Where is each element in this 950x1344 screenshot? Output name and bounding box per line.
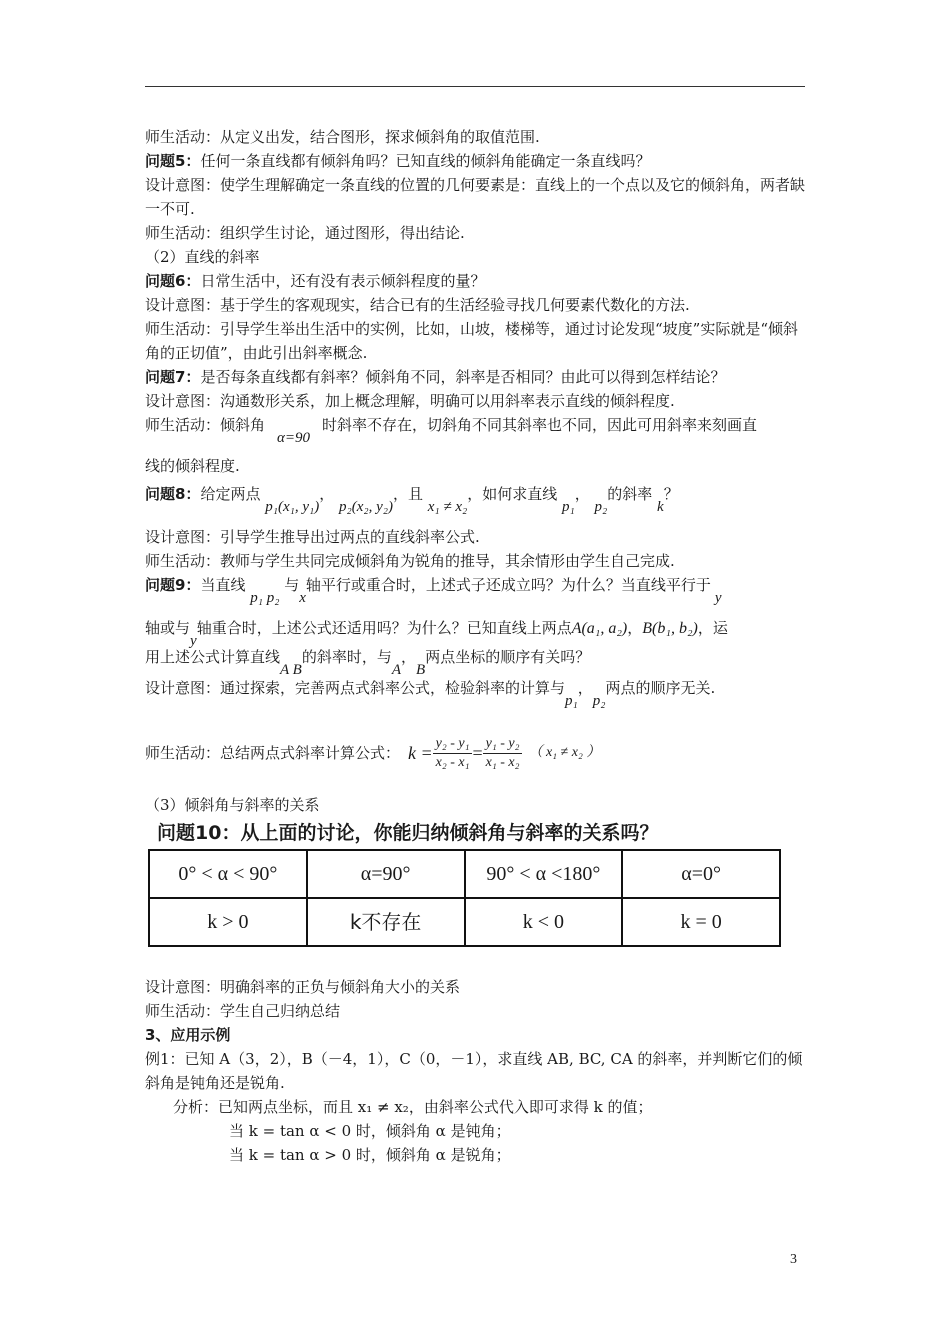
math-point: p₁(x₁, y₁) (265, 499, 320, 515)
text-span: 师生活动：总结两点式斜率计算公式： (145, 744, 401, 762)
text-span: ，如何求直线 (467, 485, 558, 503)
text-span: ， (577, 679, 593, 697)
text-span: ， (574, 485, 590, 503)
math-point: p₂ (594, 499, 608, 515)
text-span: 两点坐标的顺序有关吗？ (425, 648, 591, 666)
text-line: 师生活动：从定义出发，结合图形，探求倾斜角的取值范围. (145, 128, 540, 146)
text-span: 两点的顺序无关. (605, 679, 716, 697)
question-label: 问题7： (145, 368, 201, 386)
question-label: 问题8： (145, 485, 201, 503)
question-text: 任何一条直线都有倾斜角吗？已知直线的倾斜角能确定一条直线吗？ (200, 152, 651, 170)
math-point: p₂ (592, 693, 606, 709)
text-span: ，运 (697, 619, 728, 637)
slope-formula-line (145, 731, 807, 775)
question-label: 问题9： (145, 576, 201, 594)
text-line: 师生活动：引导学生举出生活中的实例，比如，山坡，楼梯等，通过讨论发现“坡度”实际就是“倾斜角的正切值”，由此引出斜率概念. (145, 320, 799, 362)
text-span: ， (319, 485, 335, 503)
table-cell: k不存在 (307, 898, 465, 946)
question-text: 日常生活中，还有没有表示倾斜程度的量？ (200, 272, 486, 290)
text-line: 设计意图：使学生理解确定一条直线的位置的几何要素是：直线上的一个点以及它的倾斜角，两者缺一不可. (145, 176, 806, 218)
table-row (149, 850, 780, 898)
question-text: 是否每条直线都有斜率？倾斜角不同，斜率是否相同？由此可以得到怎样结论？ (200, 368, 726, 386)
math-expression: α=90 (277, 430, 311, 446)
example-1: 例1：已知 A（3，2），B（－4，1），C（0，－1），求直线 AB, BC, CA 的斜率，并判断它们的倾斜角是钝角还是锐角. (145, 1050, 803, 1092)
math-point: p₁ (565, 693, 578, 709)
table-row (149, 898, 780, 946)
text-line (145, 413, 807, 446)
text-line: 师生活动：教师与学生共同完成倾斜角为锐角的推导，其余情形由学生自己完成. (145, 552, 675, 570)
math-point: p₁ (562, 499, 575, 515)
fraction-denominator: x₁ - x₂ (485, 754, 520, 770)
section-heading: （2）直线的斜率 (145, 248, 260, 266)
math-variable: y (714, 590, 722, 606)
math-line: p₁ p₂ (250, 590, 280, 606)
text-span: 时斜率不存在，切斜角不同其斜率也不同，因此可用斜率来刻画直 (322, 416, 758, 434)
table-cell: 0° < α < 90° (149, 850, 307, 898)
text-line (145, 616, 807, 649)
section-heading: 3、应用示例 (145, 1026, 231, 1044)
analysis-line: 分析：已知两点坐标，而且 x₁ ≠ x₂，由斜率公式代入即可求得 k 的值； (173, 1098, 653, 1116)
math-condition: （ x₁ ≠ x₂ ） (528, 745, 601, 760)
analysis-line: 当 k = tan α < 0 时，倾斜角 α 是钝角； (229, 1122, 511, 1140)
text-span: 用上述公式计算直线 (145, 648, 281, 666)
text-line (145, 645, 807, 678)
text-span: 的斜率 (607, 485, 653, 503)
page-number: 3 (790, 1252, 797, 1267)
text-line: 设计意图：基于学生的客观现实，结合已有的生活经验寻找几何要素代数化的方法. (145, 296, 690, 314)
fraction (483, 735, 523, 772)
text-line: 设计意图：沟通数形关系，加上概念理解，明确可以用斜率表示直线的倾斜程度. (145, 392, 675, 410)
math-variable: x (299, 590, 306, 606)
math-variable: B (416, 662, 426, 678)
text-span: 的斜率时，与 (301, 648, 392, 666)
question-9 (145, 573, 807, 606)
text-span: ？ (663, 485, 679, 503)
question-5 (145, 149, 807, 173)
math-expression: x₁ ≠ x₂ (427, 499, 468, 515)
fraction-numerator: y₁ - y₂ (483, 735, 523, 754)
table-cell: k = 0 (622, 898, 780, 946)
text-line (145, 676, 807, 709)
question-label: 问题5： (145, 152, 201, 170)
text-line: 线的倾斜程度. (145, 457, 240, 475)
math-point: B(b₁, b₂) (642, 620, 698, 637)
math-line: A B (280, 662, 302, 678)
analysis-line: 当 k = tan α > 0 时，倾斜角 α 是锐角； (229, 1146, 511, 1164)
question-6 (145, 269, 807, 293)
text-line: 设计意图：引导学生推导出过两点的直线斜率公式. (145, 528, 480, 546)
section-heading: （3）倾斜角与斜率的关系 (145, 796, 320, 814)
angle-slope-table (148, 849, 781, 947)
page-body (145, 125, 807, 1167)
table-cell: k > 0 (149, 898, 307, 946)
question-label: 问题6： (145, 272, 201, 290)
table-cell: α=90° (307, 850, 465, 898)
table-cell: α=0° (622, 850, 780, 898)
math-point: A(a₁, a₂) (571, 620, 628, 637)
math-operator: = (472, 743, 483, 763)
text-line: 师生活动：组织学生讨论，通过图形，得出结论. (145, 224, 465, 242)
text-span: 轴或与 (145, 619, 191, 637)
question-8 (145, 482, 807, 515)
math-point: p₂(x₂, y₂) (338, 499, 393, 515)
text-line: 设计意图：明确斜率的正负与倾斜角大小的关系 (145, 978, 461, 996)
text-span: ，且 (392, 485, 423, 503)
text-span: 轴平行或重合时，上述式子还成立吗？为什么？当直线平行于 (305, 576, 711, 594)
text-span: 与 (284, 576, 300, 594)
text-span: 师生活动：倾斜角 (145, 416, 266, 434)
text-span: 轴重合时，上述公式还适用吗？为什么？已知直线上两点 (196, 619, 572, 637)
question-10: 问题10：从上面的讨论，你能归纳倾斜角与斜率的关系吗？ (157, 822, 659, 844)
text-span: 给定两点 (200, 485, 261, 503)
fraction-denominator: x₂ - x₁ (435, 754, 470, 770)
text-span: ， (627, 619, 643, 637)
math-variable: k = (408, 743, 433, 763)
math-variable: k (657, 499, 664, 515)
table-cell: k < 0 (465, 898, 623, 946)
table-cell: 90° < α <180° (465, 850, 623, 898)
question-7 (145, 365, 807, 389)
text-span: ， (401, 648, 417, 666)
fraction (433, 735, 473, 772)
text-span: 设计意图：通过探索，完善两点式斜率公式，检验斜率的计算与 (145, 679, 566, 697)
header-rule (145, 86, 805, 87)
math-variable: A (391, 662, 402, 678)
text-line: 师生活动：学生自己归纳总结 (145, 1002, 341, 1020)
math-variable: y (190, 633, 197, 649)
fraction-numerator: y₂ - y₁ (433, 735, 473, 754)
text-span: 当直线 (200, 576, 246, 594)
